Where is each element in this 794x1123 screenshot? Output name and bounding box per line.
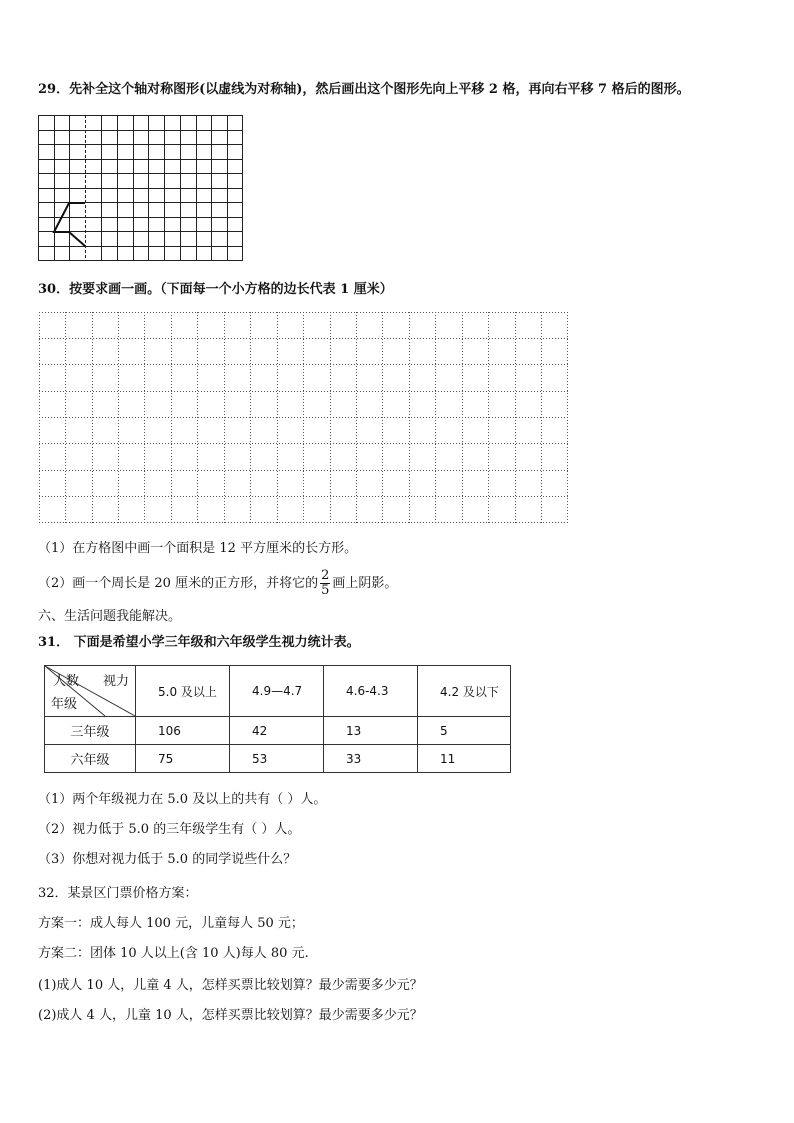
q32-sub1: (1)成人 10 人，儿童 4 人，怎样买票比较划算？最少需要多少元？ [38,978,423,993]
vision-stats-table [44,665,511,773]
table-cell: 53 [230,745,324,773]
table-row [45,717,511,745]
q31-sub3: （3）你想对视力低于 5.0 的同学说些什么？ [38,852,297,867]
q32-text: 32．某景区门票价格方案： [38,886,198,901]
q29-text: 29．先补全这个轴对称图形(以虚线为对称轴)，然后画出这个图形先向上平移 2 格，再向右平移 7 格后的图形。 [38,82,690,97]
table-column-header: 4.6-4.3 [324,666,418,717]
table-header-row [45,666,511,717]
q30-dotted-grid [39,312,569,524]
table-row [45,745,511,773]
q30-sub2-after: 画上阴影。 [332,576,398,591]
section-six-title: 六、生活问题我能解决。 [38,609,182,624]
table-corner-cell [45,666,136,717]
q32-sub2: (2)成人 4 人，儿童 10 人，怎样买票比较划算？最少需要多少元？ [38,1008,423,1023]
table-cell: 11 [418,745,511,773]
corner-grade-label: 年级 [51,697,78,712]
table-cell: 42 [230,717,324,745]
q31-text: 31． 下面是希望小学三年级和六年级学生视力统计表。 [38,635,360,650]
q31-sub2: （2）视力低于 5.0 的三年级学生有（ ）人。 [38,822,301,837]
q32-plan2: 方案二：团体 10 人以上(含 10 人)每人 80 元. [38,946,309,961]
q31-sub1: （1）两个年级视力在 5.0 及以上的共有（ ）人。 [38,792,327,807]
table-column-header: 5.0 及以上 [136,666,230,717]
table-row-label: 六年级 [45,745,136,773]
corner-vision-label: 视力 [102,674,129,689]
corner-people-label: 人数 [53,674,80,689]
table-cell: 5 [418,717,511,745]
table-column-header: 4.9—4.7 [230,666,324,717]
table-column-header: 4.2 及以下 [418,666,511,717]
fraction [320,569,330,598]
fraction-numerator: 2 [321,568,330,583]
q32-plan1: 方案一：成人每人 100 元，儿童每人 50 元； [38,916,304,931]
q30-sub2-before: （2）画一个周长是 20 厘米的正方形，并将它的 [38,576,319,591]
q30-sub2 [38,567,397,601]
q29-grid [38,115,244,263]
q30-sub1: （1）在方格图中画一个面积是 12 平方厘米的长方形。 [38,541,358,556]
fraction-denominator: 5 [321,583,330,598]
table-row-label: 三年级 [45,717,136,745]
table-cell: 75 [136,745,230,773]
q30-text: 30．按要求画一画。（下面每一个小方格的边长代表 1 厘米） [38,282,393,297]
table-cell: 106 [136,717,230,745]
table-cell: 33 [324,745,418,773]
table-cell: 13 [324,717,418,745]
